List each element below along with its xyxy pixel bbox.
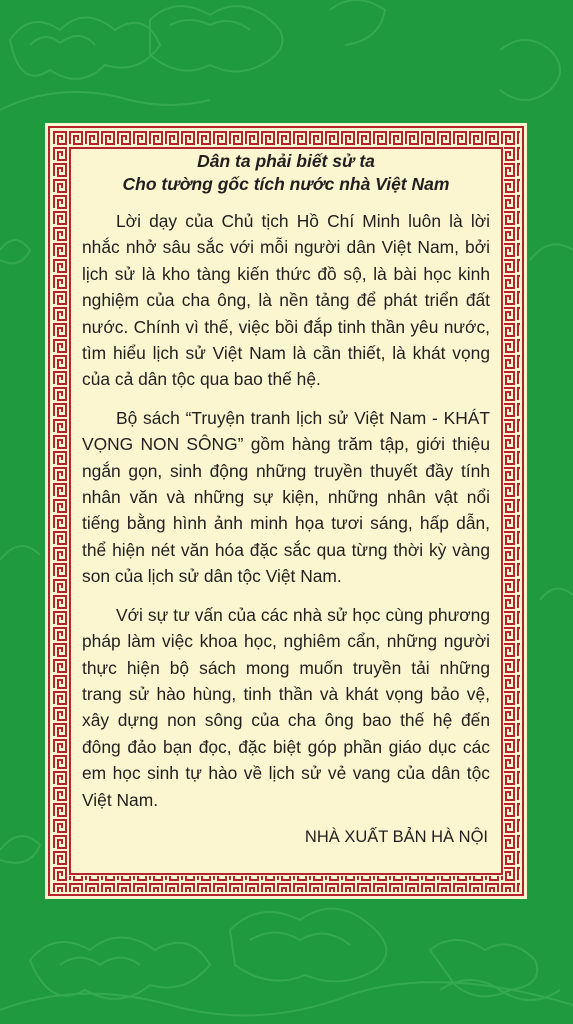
document-body [82, 150, 490, 849]
paragraph: Với sự tư vấn của các nhà sử học cùng phương pháp làm việc khoa học, nghiêm cẩn, những người thực hiện bộ sách mong muốn truyền tải những trang sử hào hùng, tinh thần và khát vọng bảo vệ, xây dựng non sông của cha ông bao thế hệ đến đông đảo bạn đọc, đặc biệt góp phần giáo dục các em học sinh tự hào về lịch sử vẻ vang của dân tộc Việt Nam. [82, 604, 490, 810]
paragraph: Bộ sách “Truyện tranh lịch sử Việt Nam - KHÁT VỌNG NON SÔNG” gồm hàng trăm tập, giới thiệu ngắn gọn, sinh động những truyền thuyết đầy tính nhân văn và những sự kiện, những nhân vật nổi tiếng bằng hình ảnh minh họa tươi sáng, hấp dẫn, thể hiện nét văn hóa đặc sắc qua từng thời kỳ vàng son của lịch sử dân tộc Việt Nam. [82, 407, 490, 587]
poem-heading [82, 150, 490, 196]
paragraph: Lời dạy của Chủ tịch Hồ Chí Minh luôn là lời nhắc nhở sâu sắc với mỗi người dân Việt Nam, bởi lịch sử là kho tàng kiến thức đồ sộ, là bài học kinh nghiệm của cha ông, là nền tảng để phát triển đất nước. Chính vì thế, việc bồi đắp tinh thần yêu nước, tìm hiểu lịch sử Việt Nam là cần thiết, là khát vọng của cả dân tộc qua bao thế hệ. [82, 211, 490, 390]
heading-line-2: Cho tường gốc tích nước nhà Việt Nam [122, 174, 450, 194]
text-panel [45, 123, 527, 899]
heading-line-1: Dân ta phải biết sử ta [197, 151, 375, 171]
publisher-signature: NHÀ XUẤT BẢN HÀ NỘI [304, 827, 488, 846]
